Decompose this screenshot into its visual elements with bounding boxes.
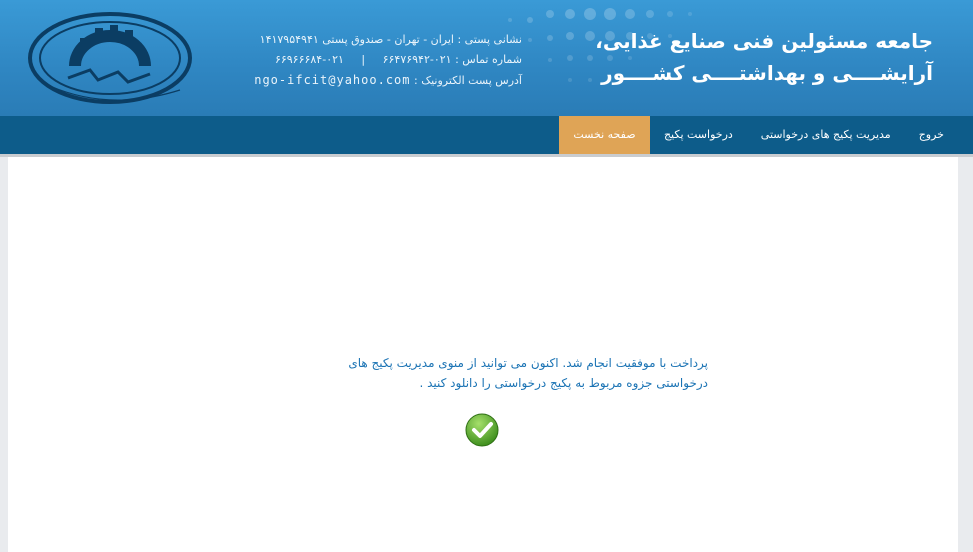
main-navigation [0, 116, 973, 157]
phone-separator: | [361, 53, 366, 66]
success-message [268, 353, 708, 393]
contact-info [230, 30, 522, 90]
nav-item-manage-packages[interactable]: مدیریت پکیج های درخواستی [760, 128, 891, 141]
site-header [0, 0, 973, 116]
postal-address: نشانی پستی : ایران - تهران - صندوق پستی ۱۴۱۷۹۵۴۹۴۱ [259, 33, 522, 46]
site-title-line-1: جامعه مسئولین فنی صنایع غذایی، [595, 29, 933, 53]
email-address[interactable]: ngo-ifcit@yahoo.com [254, 73, 411, 87]
phone-number-2: ۰۲۱-۶۶۹۶۶۶۸۴ [274, 53, 344, 66]
nav-item-home[interactable]: صفحه نخست [559, 116, 650, 154]
email-label: آدرس پست الکترونیک : [414, 74, 522, 87]
nav-item-logout[interactable]: خروج [918, 128, 944, 141]
site-title-line-2: آرایشــــی و بهداشتــــی کشــــور [601, 61, 933, 85]
main-content [8, 157, 958, 552]
nav-menu [559, 116, 958, 154]
success-message-line-1: پرداخت با موفقیت انجام شد. اکنون می توانید از منوی مدیریت پکیج های [348, 356, 708, 370]
email-row [230, 70, 522, 90]
site-title [595, 26, 933, 90]
check-circle-icon [465, 413, 499, 447]
organization-logo[interactable] [20, 8, 200, 108]
phone-row [230, 50, 522, 70]
success-message-line-2: درخواستی جزوه مربوط به پکیج درخواستی را دانلود کنید . [419, 376, 708, 390]
nav-item-request-package[interactable]: درخواست پکیج [663, 128, 733, 141]
phone-number: شماره تماس : ۰۲۱-۶۶۴۷۶۹۴۲ [382, 53, 522, 66]
